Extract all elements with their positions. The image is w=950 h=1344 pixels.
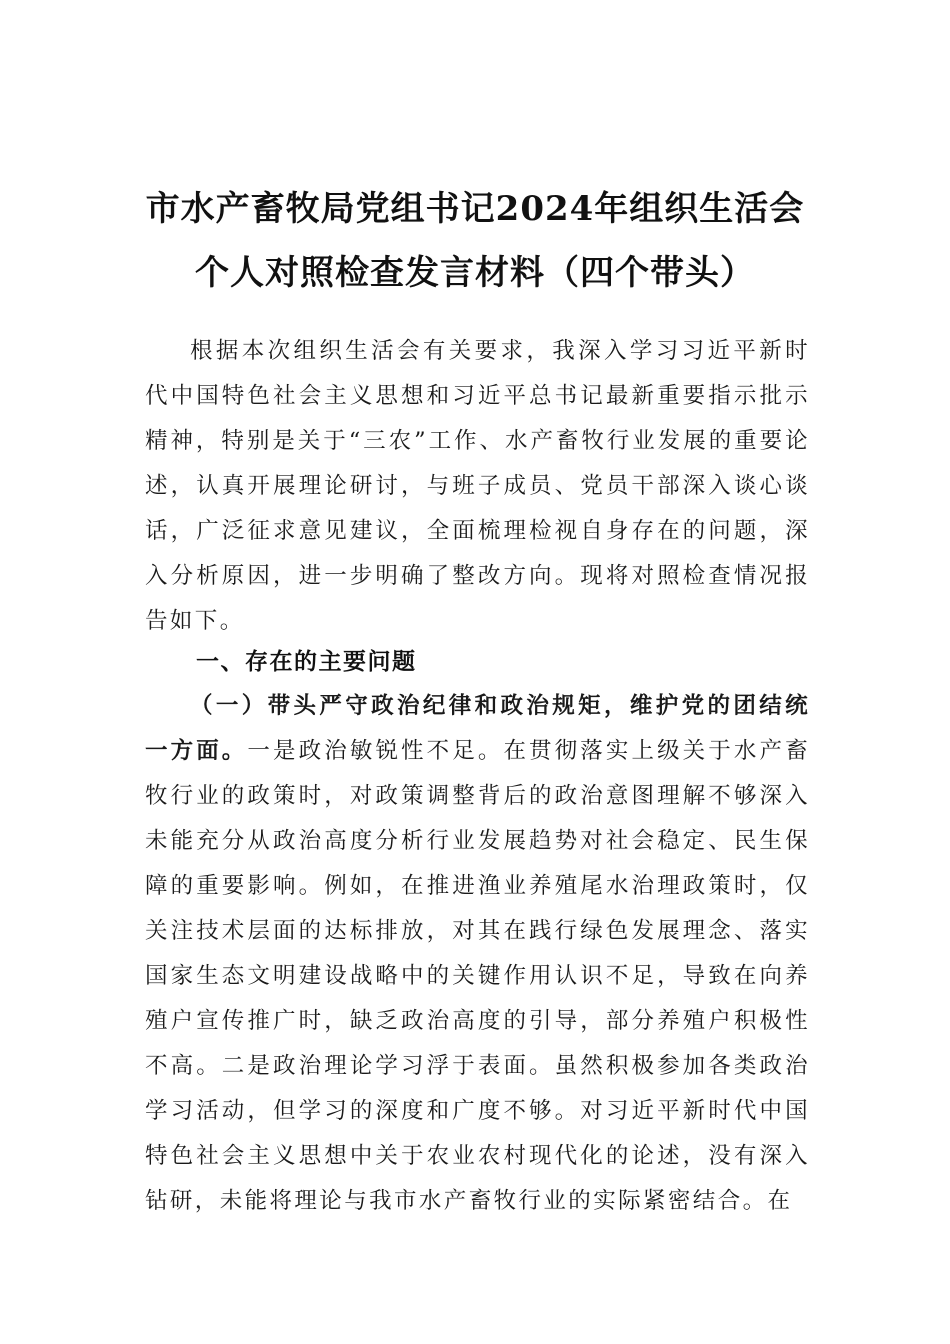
section-heading: 一、存在的主要问题 [196, 649, 417, 675]
subsection-body: 一是政治敏锐性不足。在贯彻落实上级关于水产畜牧行业的政策时，对政策调整背后的政治意图理解不够深入未能充分从政治高度分析行业发展趋势对社会稳定、民生保障的重要影响。例如，在推进渔业养殖尾水治理政策时，仅关注技术层面的达标排放，对其在践行绿色发展理念、落实国家生态文明建设战略中的关键作用认识不足，导致在向养殖户宣传推广时，缺乏政治高度的引导，部分养殖户积极性不高。二是政治理论学习浮于表面。虽然积极参加各类政治学习活动，但学习的深度和广度不够。对习近平新时代中国特色社会主义思想中关于农业农村现代化的论述，没有深入钻研，未能将理论与我市水产畜牧行业的实际紧密结合。在 [145, 738, 810, 1214]
intro-paragraph: 根据本次组织生活会有关要求，我深入学习习近平新时代中国特色社会主义思想和习近平总书记最新重要指示批示精神，特别是关于“三农”工作、水产畜牧行业发展的重要论述，认真开展理论研讨，与班子成员、党员干部深入谈心谈话，广泛征求意见建议，全面梳理检视自身存在的问题，深入分析原因，进一步明确了整改方向。现将对照检查情况报告如下。 [145, 338, 810, 634]
document-title-line-1: 市水产畜牧局党组书记2024年组织生活会 [145, 188, 805, 229]
document-title-line-2: 个人对照检查发言材料（四个带头） [195, 252, 755, 293]
subsection-heading: （一）带头严守政治纪律和政治规矩，维护党的团结统一方面。 [145, 693, 810, 764]
subsection-paragraph [145, 684, 810, 1224]
